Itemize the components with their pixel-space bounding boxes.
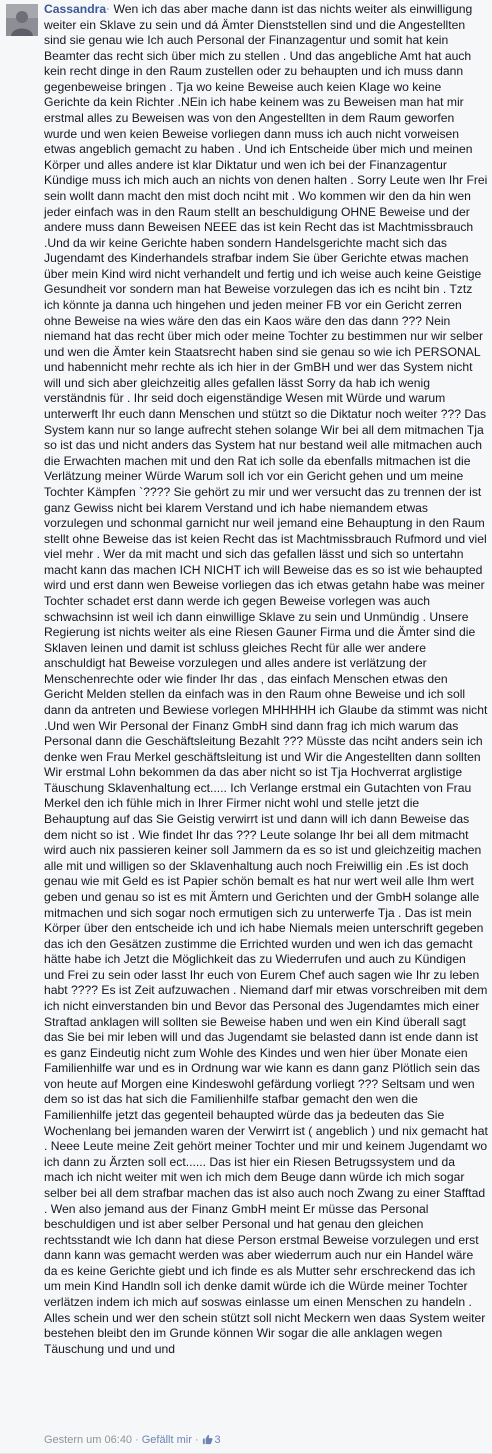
avatar[interactable] xyxy=(6,4,38,36)
author-suffix: · xyxy=(106,2,111,16)
author-name[interactable]: Cassandra xyxy=(44,2,107,16)
thumbs-up-icon[interactable] xyxy=(202,1434,213,1449)
comment-content xyxy=(44,2,488,1357)
avatar-image xyxy=(6,4,38,36)
like-count[interactable]: 3 xyxy=(214,1434,221,1446)
comment-text xyxy=(44,2,488,1357)
meta-separator-2: · xyxy=(194,1434,199,1446)
timestamp[interactable]: Gestern um 06:40 xyxy=(44,1434,133,1446)
meta-separator: · xyxy=(135,1434,139,1446)
comment-body: Wen ich das aber mache dann ist das nichts weiter als einwilligung weiter ein Sklave zu sein und dá Ämter Dienststellen sind und die Angestellten sind sie genau wie Ich auch Personal der Finanzagentur und somit hat kein Beamter das recht sich über mich zu stellen . Und das angebliche Amt hat auch kein recht dinge in den Raum zustellen oder zu behaupten und ich muss dann gegenbeweise bringen . Tja wo keine Beweise auch keien Klage wo keine Gerichte da kein Richter .NEin ich habe keinem was zu Beweisen man hat mir erstmal alles zu Beweisen was von den Angestellten in dem Raum geworfen wurde und wen keien Beweise vorliegen dann muss ich auch nicht vorweisen etwas angeblich gemacht zu haben . Und ich Entscheide über mich und meinen Körper und alles andere ist klar Diktatur und wen ich bei der Finanzagentur Kündige muss ich mich auch an nichts von denen halten . Sorry Leute wen Ihr Frei sein wollt dann macht den mist doch nciht mit . Wo kommen wir den da hin wen jeder einfach was in den Raum stellt an beschuldigung OHNE Beweise und der andere muss dann Beweisen NEEE das ist kein Recht das ist Machtmissbrauch .Und da wir keine Gerichte haben sondern Handelsgerichte macht sich das Jugendamt des Kinderhandels strafbar indem Sie über Gerichte etwas machen über mein Kind wird nicht verhandelt und fertig und ich weise auch keine Geistige Gesundheit vor sondern man hat Beweise vorzulegen das ich es nciht bin . Tztz ich könnte ja danna uch hingehen und jeden meiner FB vor ein Gericht zerren ohne Beweise na wies wäre den das ein Kaos wäre den das dann ??? Nein niemand hat das recht über mich oder meine Tochter zu bestimmen nur wir selber und wen die Ämter kein Staatsrecht haben sind sie genau so wie ich PERSONAL und habennicht mehr rechte als ich hier in der GmBH und wer das System nicht will und sich aber gleichzeitig alles gefallen lässt Sorry da hab ich wenig verständnis für . Ihr seid doch eigenständige Wesen mit Würde und warum unterwerft Ihr euch dann Menschen und stützt so die Diktatur noch weiter ??? Das System kann nur so lange aufrecht stehen solange Wir bei all dem mitmachen Tja so ist das und nicht anders das System hat nur bestand weil alle mitmachen auch die Erwachten machen mit und den Rat ich solle da ebenfalls mitmachen ist die Verlätzung meiner Würde Warum soll ich vor ein Gericht gehen und um meine Tochter Kämpfen `???? Sie gehört zu mir und wer versucht das zu trennen der ist ganz Gewiss nicht bei klarem Verstand und ich habe niemandem etwas vorzulegen und schonmal garnicht nur weil jemand eine Behauptung in den Raum stellt ohne Beweise das ist keien Recht das ist Machtmissbrauch Rufmord und viel viel mehr . Wer da mit macht und sich das gefallen lässt und sich so untertahn macht kann das machen ICH NICHT ich will Beweise das es so ist wie behaupted wird und erst dann wen Beweise vorliegen das ich etwas getahn habe was meiner Tochter schadet erst dann werde ich gegen Beweise vorlegen was auch schwachsinn ist weil ich dann einwillige Sklave zu sein und Unmündig . Unsere Regierung ist nichts weiter als eine Riesen Gauner Firma und die Ämter sind die Sklaven leinen und damit ist schluss gleiches Recht für alle wer andere anschuldigt hat Beweise vorzulegen und alles andere ist verlätzung der Menschenrechte oder wie finder Ihr das , das einfach Menschen etwas den Gericht Melden stellen da einfach was in den Raum ohne Beweise und ich soll dann da antreten und Bewiese vorlegen MHHHHH ich Glaube da stimmt was nicht .Und wen Wir Personal der Finanz GmbH sind dann frag ich mich warum das Personal dann die Geschäftsleitung Bezahlt ??? Müsste das nciht anders sein ich denke wen Frau Merkel geschäftsleitung ist und Wir die Angestellten dann sollten Wir erstmal Lohn bekommen da das aber nicht so ist Tja Hochverrat arglistige Täuschung Sklavenhaltung ect..... Ich Verlange erstmal ein Gutachten von Frau Merkel den ich fühle mich in Ihrer Firmer nicht wohl und stelle jetzt die Behauptung auf das Sie Geistig verwirrt ist und dann will ich dann Beweise das dem nicht so ist . Wie findet Ihr das ??? Leute solange Ihr bei all dem mitmacht wird auch nix passieren keiner soll Jammern da es so ist und gleichzeitig machen alle mit und willigen so der Sklavenhaltung auch noch Freiwillig ein .Es ist doch genau wie mit Geld es ist Papier schön bemalt es hat nur wert weil alle Ihm wert geben und genau so ist es mit Ämtern und Gerichten und der GmbH solange alle mitmachen und sich sogar noch ermutigen sich zu unterwerfe Tja . Das ist mein Körper über den entscheide ich und ich habe Niemals meien unterschrift gegeben das ich den Gesätzen zustimme die Errichted wurden und wen ich das gemacht hätte habe ich Jetzt die Möglichkeit das zu Wiederrufen und auch zu Kündigen und Frei zu sein oder lasst Ihr euch von Eurem Chef auch sagen wie Ihr zu leben habt ???? Es ist Zeit aufzuwachen . Niemand darf mir etwas vorschreiben mit dem ich nicht einverstanden bin und Bevor das Personal des Jugendamtes mich einer Straftad anklagen will sollten sie Beweise haben und wen ein Kind überall sagt das Sie bei mir leben will und das Jugendamt sie belasted dann ist ende dann ist es ganz Eindeutig nicht zum Wohle des Kindes und wen hier über Monate eien Familienhilfe war und es in Ordnung war wie kann es dann ganz Plötlich sein das von heute auf Morgen eine Kindeswohl gefärdung vorliegt ??? Seltsam und wen dem so ist das hat sich die Familienhilfe stafbar gemacht den wen die Familienhilfe jetzt das gegenteil behaupted würde das ja bedeuten das Sie Wochenlang bei jemanden waren der Verwirrt ist ( angeblich ) und nix gemacht hat . Neee Leute meine Zeit gehört meiner Tochter und mir und keinem Jugendamt wo ich dann zu Ärzten soll ect...... Das ist hier ein Riesen Betrugssystem und da mach ich nicht weiter mit wen ich mich dem Beuge dann würde ich mich sogar selber bei all dem strafbar machen das ist also auch noch Zwang zu einer Stafftad . Wen also jemand aus der Finanz GmbH meint Er müsse das Personal beschuldigen und ist aber selber Personal und hat genau den gleichen rechtsstandt wie Ich dann hat diese Person erstmal Beweise vorzulegen und erst dann kann was gemacht werden was aber wiederrum auch nur ein Handel wäre da es keine Gerichte giebt und ich finde es als Mutter sehr erschreckend das ich um mein Kind Handln soll ich denke damit würde ich die Würde meiner Tochter verlätzen indem ich mich auf soswas einlasse um einen Menschen zu handeln . Alles schein und wer den schein stützt soll nicht Meckern wen daas System weiter bestehen bleibt den im Grunde können Wir sogar die alle anklagen wegen Täuschung und und und xyxy=(44,2,488,1356)
comment-meta xyxy=(44,1433,221,1449)
like-button[interactable]: Gefällt mir xyxy=(141,1434,192,1446)
